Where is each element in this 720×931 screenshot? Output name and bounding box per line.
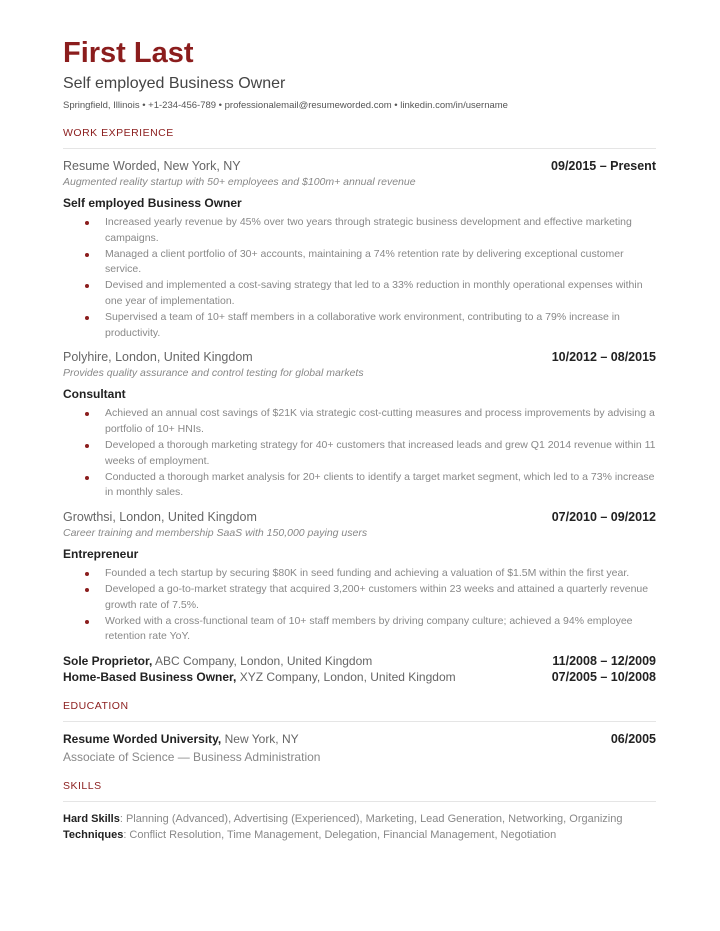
job-dates: 10/2012 – 08/2015 bbox=[551, 350, 656, 365]
short-job-company: XYZ Company, London, United Kingdom bbox=[236, 670, 456, 685]
bullet-dot-icon bbox=[85, 572, 89, 576]
job-entry bbox=[63, 158, 656, 341]
bullet-text: Founded a tech startup by securing $80K in seed funding and achieving a valuation of $1.5M within the first year. bbox=[105, 567, 630, 580]
job-description: Augmented reality startup with 50+ employees and $100m+ annual revenue bbox=[63, 176, 416, 188]
section-title-skills: SKILLS bbox=[63, 780, 102, 793]
bullet-dot-icon bbox=[85, 316, 89, 320]
education-entry bbox=[63, 731, 656, 747]
job-role: Entrepreneur bbox=[63, 547, 139, 562]
school-location: New York, NY bbox=[221, 732, 299, 747]
short-job-dates: 11/2008 – 12/2009 bbox=[552, 654, 656, 669]
section-divider bbox=[63, 148, 656, 149]
candidate-headline: Self employed Business Owner bbox=[63, 75, 286, 92]
section-divider bbox=[63, 721, 656, 722]
bullet-item bbox=[85, 582, 656, 614]
skills-techniques bbox=[63, 827, 656, 843]
bullet-item bbox=[85, 278, 656, 310]
job-dates: 07/2010 – 09/2012 bbox=[551, 510, 656, 525]
education-degree: Associate of Science — Business Administration bbox=[63, 750, 321, 765]
school-name: Resume Worded University, bbox=[63, 732, 222, 747]
job-entry bbox=[63, 349, 656, 501]
bullet-text: Achieved an annual cost savings of $21K via strategic cost-cutting measures and process improvements by advising a portfolio of 10+ HNIs. bbox=[105, 407, 655, 436]
bullet-item bbox=[85, 438, 656, 470]
bullet-text: Developed a go-to-market strategy that acquired 3,200+ customers within 23 weeks and attained a quarterly revenue growth rate of 7.5%. bbox=[105, 582, 649, 611]
bullet-text: Supervised a team of 10+ staff members in a collaborative work environment, contributing to a 79% increase in productivity. bbox=[105, 310, 620, 339]
bullet-dot-icon bbox=[85, 444, 89, 448]
bullet-text: Devised and implemented a cost-saving strategy that led to a 33% reduction in monthly operational expenses within one year of implementation. bbox=[105, 279, 643, 307]
job-role: Self employed Business Owner bbox=[63, 196, 242, 210]
bullet-item bbox=[85, 247, 656, 279]
education-date: 06/2005 bbox=[610, 732, 656, 747]
bullet-dot-icon bbox=[85, 412, 89, 416]
skills-hard bbox=[63, 811, 656, 827]
job-role: Consultant bbox=[63, 387, 126, 402]
bullet-dot-icon bbox=[85, 221, 89, 225]
bullet-item bbox=[85, 614, 656, 646]
skills-hard-value: : Planning (Advanced), Advertising (Experienced), Marketing, Lead Generation, Networking, Organizing bbox=[119, 813, 623, 826]
short-job-title: Home-Based Business Owner, bbox=[63, 670, 237, 685]
bullet-dot-icon bbox=[85, 284, 89, 288]
bullet-dot-icon bbox=[85, 588, 89, 592]
skills-techniques-value: : Conflict Resolution, Time Management, Delegation, Financial Management, Negotiation bbox=[123, 829, 557, 842]
job-company: Polyhire, London, United Kingdom bbox=[63, 350, 253, 365]
bullet-item bbox=[85, 566, 656, 582]
job-bullets bbox=[63, 406, 656, 501]
short-job-entry bbox=[63, 653, 656, 669]
section-title-education: EDUCATION bbox=[63, 700, 129, 713]
candidate-name: First Last bbox=[63, 37, 194, 69]
short-job-company: ABC Company, London, United Kingdom bbox=[152, 654, 373, 669]
bullet-dot-icon bbox=[85, 476, 89, 480]
bullet-text: Developed a thorough marketing strategy for 40+ customers that increased leads and grew Q1 2014 revenue within 11 weeks of employment. bbox=[105, 438, 656, 467]
bullet-dot-icon bbox=[85, 253, 89, 257]
job-bullets bbox=[63, 566, 656, 645]
job-dates: 09/2015 – Present bbox=[551, 159, 656, 173]
bullet-text: Managed a client portfolio of 30+ accounts, maintaining a 74% retention rate by delivering exceptional customer service. bbox=[105, 247, 624, 276]
bullet-item bbox=[85, 310, 656, 342]
job-description: Provides quality assurance and control testing for global markets bbox=[63, 367, 364, 380]
bullet-text: Increased yearly revenue by 45% over two years through strategic business development and effective marketing campaigns. bbox=[105, 216, 632, 244]
job-entry bbox=[63, 509, 656, 645]
skills-techniques-label: Techniques bbox=[63, 829, 124, 842]
skills-hard-label: Hard Skills bbox=[63, 813, 120, 826]
bullet-text: Worked with a cross-functional team of 10+ staff members by driving company culture; achieved a 94% employee retention rate YoY. bbox=[105, 614, 633, 643]
job-company: Growthsi, London, United Kingdom bbox=[63, 510, 257, 525]
bullet-text: Conducted a thorough market analysis for 20+ clients to identify a target market segment, which led to a 73% increase in monthly sales. bbox=[105, 470, 655, 499]
section-divider bbox=[63, 801, 656, 802]
section-title-work: WORK EXPERIENCE bbox=[63, 127, 174, 139]
job-company: Resume Worded, New York, NY bbox=[63, 159, 241, 173]
bullet-item bbox=[85, 406, 656, 438]
bullet-item bbox=[85, 215, 656, 247]
job-description: Career training and membership SaaS with 150,000 paying users bbox=[63, 527, 368, 540]
short-job-dates: 07/2005 – 10/2008 bbox=[551, 670, 656, 685]
bullet-dot-icon bbox=[85, 620, 89, 624]
job-bullets bbox=[63, 215, 656, 341]
contact-line: Springfield, Illinois • +1-234-456-789 • professionalemail@resumeworded.com • linkedin.com/in/username bbox=[63, 100, 508, 111]
short-job-entry bbox=[63, 669, 656, 685]
bullet-item bbox=[85, 470, 656, 502]
short-job-title: Sole Proprietor, bbox=[63, 654, 153, 669]
